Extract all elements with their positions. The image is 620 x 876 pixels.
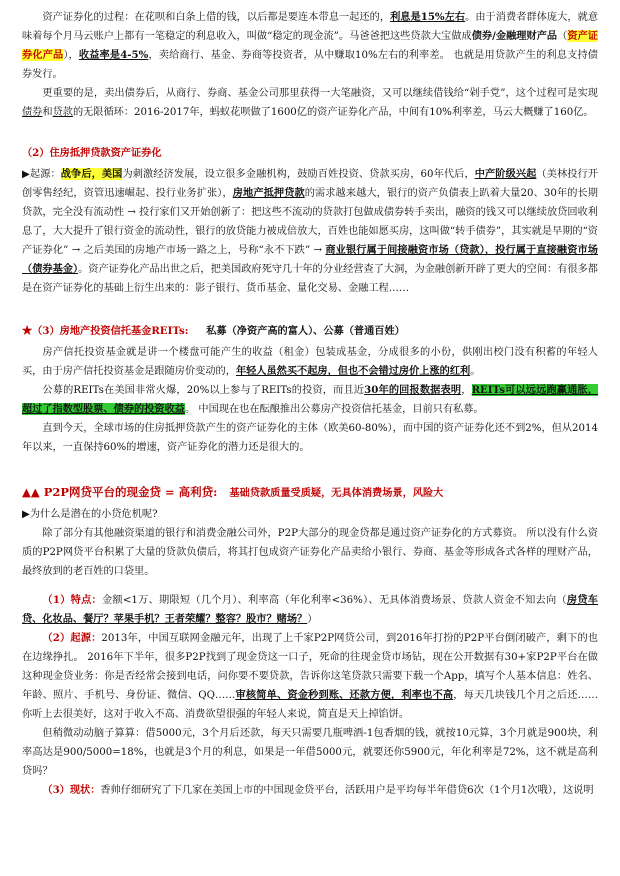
abs-product-highlight: 资产证券化产品 [22,30,598,61]
paragraph-mortgage-origin: ▶起源：战争后，美国为刺激经济发展，设立很多金融机构，鼓励百姓投资、贷款买房，60年代后，中产阶级兴起（美林投行开创零售经纪，资管迅速崛起、投行业务扩张），房地产抵押贷款的需求越来越大，银行的资产负债表上趴着大量20、30年的长期贷款，完全没有流动性 → 投行家们又开始创新了：把这些不流动的贷款打包做成债券转手卖出，融资的钱又可以继续放贷回收利息了，大大提升了银行资金的流动性，银行的放贷能力被成倍放大，百姓也能如愿买房，这叫做“转手债券”，其实就是早期的“资产证券化” → 之后美国的房地产市场一路之上，号称“永不下跌” → 商业银行属于间接融资市场（贷款），投行属于直接融资市场（债券基金）。资产证券化产品出世之后，把美国政府死守几十年的分业经营查了大洞，为金融创新开辟了更大的空间：有很多都是在资产证券化的基础上衍生出来的：影子银行、货币基金、量化交易、金融工程…… [22,168,599,294]
paragraph-p2p-features: （1）特点：金额<1万、期限短（几个月）、利率高（年化利率<36%）、无具体消费场景、贷款人资金不知去向（房贷车贷、化妆品、餐厅？苹果手机？王者荣耀？整容？股市？赌场？） [22,594,598,625]
triangle-icon: ▲▲ [22,485,40,499]
paragraph-abs-potential: 直到今天，全球市场的住房抵押贷款产生的资产证券化的主体（欧美60-80%），而中国的资产证券化还不到2%，但从2014年以来，一直保持60%的增速，资产证券化的潜力还是很大的。 [22,423,598,453]
paragraph-p2p-status: （3）现状：香帅仔细研究了下几家在美国上市的中国现金贷平台，活跃用户是平均每半年借贷6次（1个月1次哦），这说明 [42,784,594,796]
section-heading-p2p: ▲▲ P2P网贷平台的现金贷 = 高利贷: 基础贷款质量受质疑，无具体消费场景，风险大 [22,485,444,499]
paragraph-reits-us: 公募的REITs在美国非常火爆，20%以上参与了REITs的投资，而且近30年的回报数据表明，REITs可以远远跑赢通胀，超过了指数型股票、债券的投资收益。 中国现在也在酝酿推出公募房产投资信托基金，目前只有私募。 [22,384,599,415]
star-icon: ★（3） [22,325,60,337]
paragraph-securitization-process: 资产证券化的过程：在花呗和白条上借的钱，以后都是要连本带息一起还的，利息是15%左右。由于消费者群体庞大，就意味着每个月马云账户上都有一笔稳定的利息收入，叫做“稳定的现金流”。马爸爸把这些贷款大宝做成债券/金融理财产品（资产证券化产品），收益率是4-5%，卖给商行、基金、券商等投资者，从中赚取10%左右的利率差。 也就是用贷款产生的利息支持债券发行。 [22,11,599,80]
section-heading-mortgage-abs: （2）住房抵押贷款资产证券化 [22,147,162,159]
paragraph-reits-intro: 房产信托投资基金就是讲一个楼盘可能产生的收益（租金）包装成基金，分成很多的小份，供刚出校门没有积蓄的年轻人买，由于房产信托投资基金是跟随房价变动的，年轻人虽然买不起房，但也不会错过房价上涨的红利。 [22,347,598,377]
section-heading-reits: ★（3）房地产投资信托基金REITs: 私募（净资产高的富人）、公募（普通百姓） [22,325,405,337]
question-line: ▶为什么是潜在的小贷危机呢? [22,509,158,520]
paragraph-financing-loop: 更重要的是，卖出债券后，从商行、券商、基金公司那里获得一大笔融资，又可以继续借钱给“剁手党”，这个过程可是实现债券和贷款的无限循环：2016-2017年，蚂蚁花呗做了1600亿的资产证券化产品，中间有10%利率差，马云大概赚了160亿。 [22,88,598,118]
paragraph-p2p-intro: 除了部分有其他融资渠道的银行和消费金融公司外，P2P大部分的现金贷都是通过资产证券化的方式募资。 所以没有什么资质的P2P网贷平台积累了大量的贷款负债后，将其打包成资产证券化产品卖给小银行、券商、基金等形成各式各样的理财产品，最终放到的老百姓的口袋里。 [22,528,598,577]
yield-highlight: 收益率是4-5% [78,49,149,61]
paragraph-p2p-calc: 但稍微动动脑子算算：借5000元，3个月后还款，每天只需要几瓶啤酒-1包香烟的钱，就按10元算，3个月就是900块，利率高达是900/5000=18%，也就是3个月的利息，如果是一年借5000元，就要还你5900元，年化利率是72%，这不就是高利贷吗？ [22,728,598,777]
paragraph-p2p-origin: （2）起源：2013年，中国互联网金融元年，出现了上千家P2P网贷公司，到2016年打扮的P2P平台倒闭破产，剩下的也在边缘挣扎。 2016年下半年，很多P2P找到了现金贷这一口子，死命的往现金贷市场钻，现在公开数据有30+家P2P平台在做这种现金贷业务：你是否经常会接到电话，问你要不要贷款，告诉你这笔贷款只需要下载一个App，填写个人基本信息：姓名、年龄、照片、手机号、身份证、微信、QQ……审核简单、资金秒到账、还款方便，利率也不高，每天几块钱几个月之后还……你听上去很美好，这对于收入不高、消费欲望很强的年轻人来说，简直是天上掉馅饼。 [22,632,599,720]
reits-return-highlight: REITs可以远远跑赢通胀，超过了指数型股票、债券的投资收益 [22,384,599,415]
interest-rate-highlight: 利息是15%左右 [390,11,466,23]
